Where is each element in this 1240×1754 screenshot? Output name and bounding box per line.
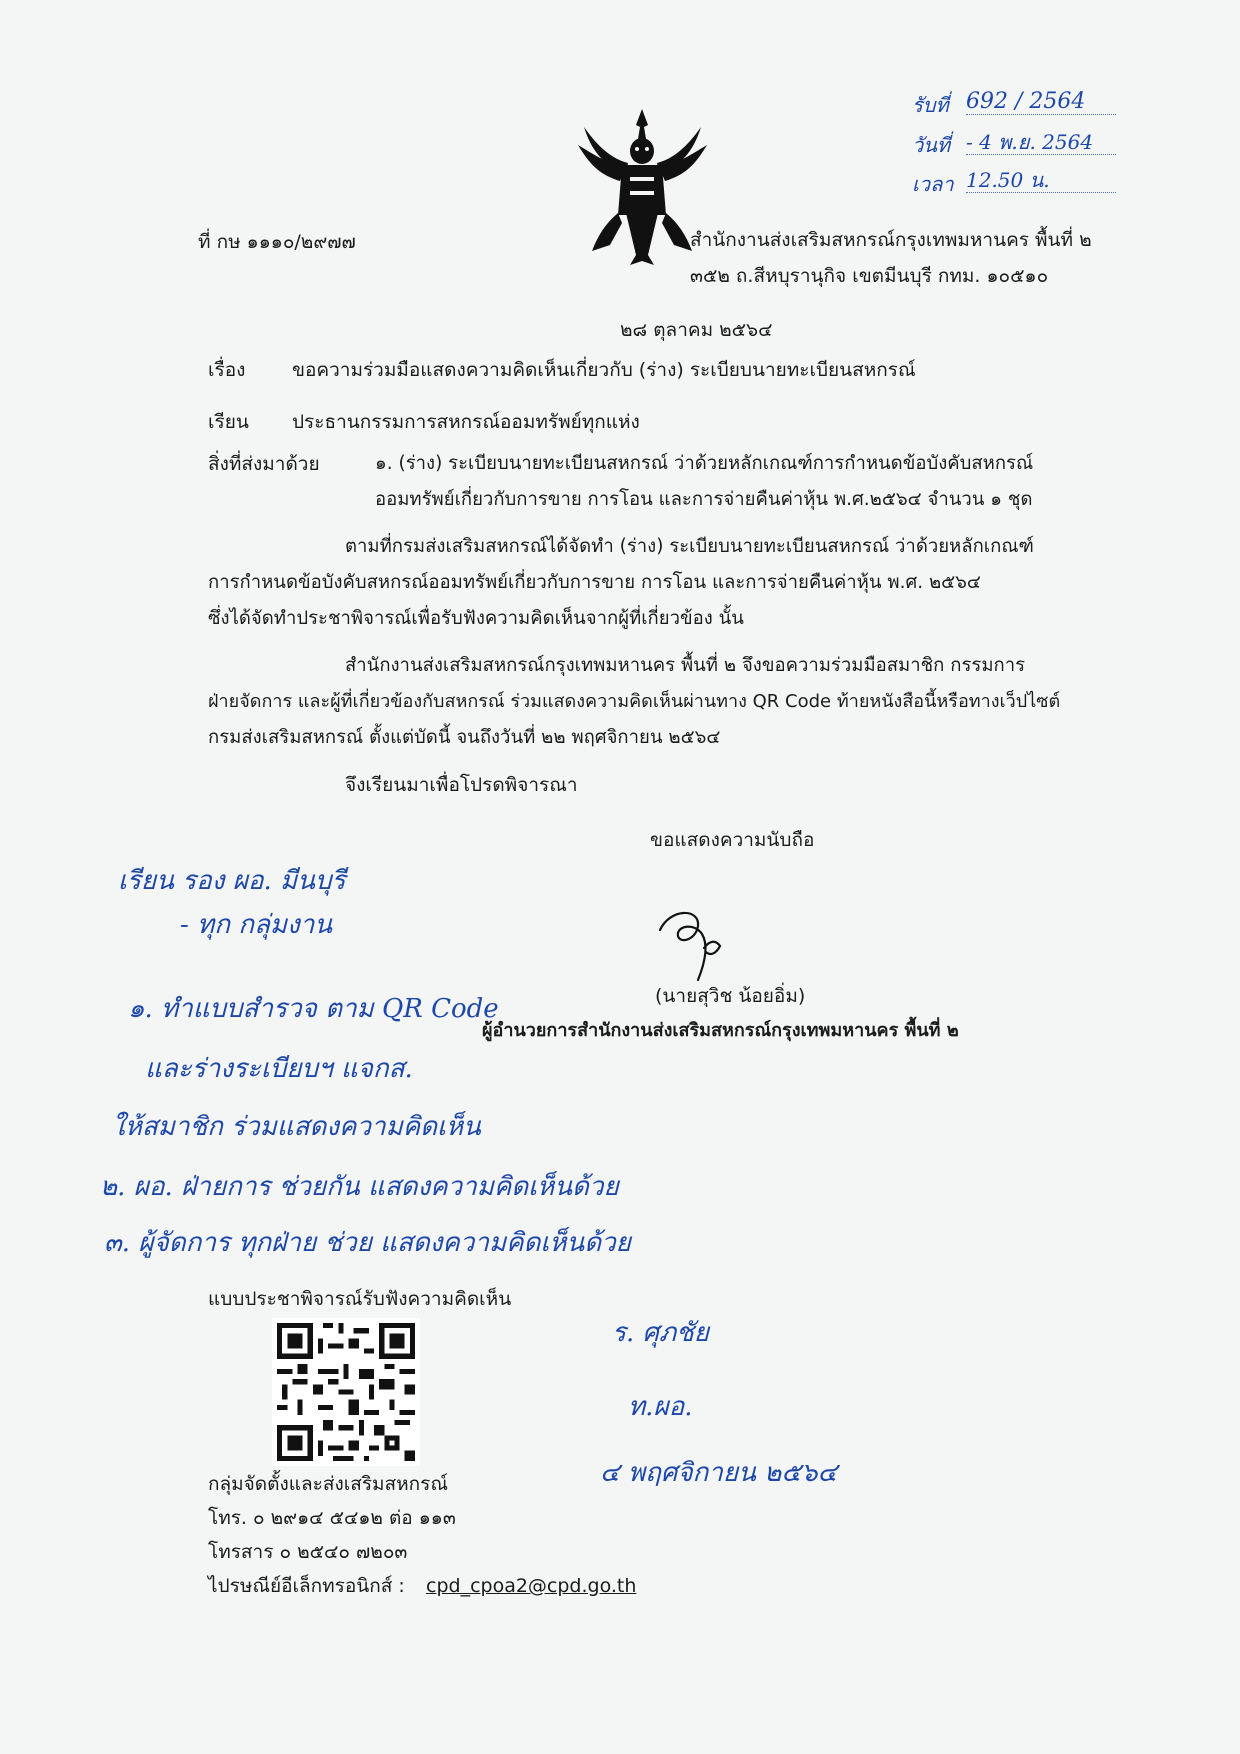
office-name: สำนักงานส่งเสริมสหกรณ์กรุงเทพมหานคร พื้นที่ ๒ [690, 229, 1092, 251]
handwritten-note-6: ๒. ผอ. ฝ่ายการ ช่วยกัน แสดงความคิดเห็นด้วย [100, 1172, 619, 1202]
qr-caption: แบบประชาพิจารณ์รับฟังความคิดเห็น [208, 1288, 512, 1310]
stamp-time-value: 12.50 น. [966, 168, 1116, 193]
regards-text: ขอแสดงความนับถือ [650, 829, 815, 851]
body-p1-line-2: การกำหนดข้อบังคับสหกรณ์ออมทรัพย์เกี่ยวกับการขาย การโอน และการจ่ายคืนค่าหุ้น พ.ศ. ๒๕๖๔ [208, 572, 981, 593]
body-p2-line-1: สำนักงานส่งเสริมสหกรณ์กรุงเทพมหานคร พื้นที่ ๒ จึงขอความร่วมมือสมาชิก กรรมการ [345, 655, 1026, 676]
footer-fax: โทรสาร ๐ ๒๕๔๐ ๗๒๐๓ [208, 1541, 408, 1563]
subject-text: ขอความร่วมมือแสดงความคิดเห็นเกี่ยวกับ (ร่าง) ระเบียบนายทะเบียนสหกรณ์ [292, 359, 916, 381]
stamp-date-label: วันที่ [912, 133, 951, 157]
qr-code-icon[interactable] [272, 1318, 420, 1466]
subject-label: เรื่อง [208, 359, 246, 381]
signatory-name: (นายสุวิช น้อยอิ่ม) [655, 985, 806, 1007]
handwritten-note-7: ๓. ผู้จัดการ ทุกฝ่าย ช่วย แสดงความคิดเห็นด้วย [104, 1228, 631, 1258]
addressee-label: เรียน [208, 411, 249, 433]
letter-date: ๒๘ ตุลาคม ๒๕๖๔ [620, 319, 773, 341]
signature-icon [650, 900, 740, 990]
footer-division: กลุ่มจัดตั้งและส่งเสริมสหกรณ์ [208, 1473, 449, 1495]
stamp-date-value: - 4 พ.ย. 2564 [966, 130, 1116, 155]
enclosure-label: สิ่งที่ส่งมาด้วย [208, 453, 320, 475]
stamp-time-label: เวลา [912, 172, 954, 196]
handwritten-note-4: และร่างระเบียบฯ แจกส. [145, 1054, 413, 1084]
body-p2-line-2: ฝ่ายจัดการ และผู้ที่เกี่ยวข้องกับสหกรณ์ ร่วมแสดงความคิดเห็นผ่านทาง QR Code ท้ายหนังสือนี้หรือทางเว็ปไซต์ [208, 691, 1061, 712]
stamp-receipt-value: 692 / 2564 [966, 90, 1116, 115]
enclosure-line-2: ออมทรัพย์เกี่ยวกับการขาย การโอน และการจ่ายคืนค่าหุ้น พ.ศ.๒๕๖๔ จำนวน ๑ ชุด [375, 489, 1033, 510]
footer-email-link[interactable]: cpd_cpoa2@cpd.go.th [426, 1575, 637, 1597]
stamp-receipt-label: รับที่ [912, 93, 949, 117]
handwritten-note-8: ร. ศุภชัย [612, 1318, 710, 1348]
office-address: ๓๕๒ ถ.สีหบุรานุกิจ เขตมีนบุรี กทม. ๑๐๕๑๐ [690, 265, 1049, 287]
footer-telephone: โทร. ๐ ๒๙๑๔ ๕๔๑๒ ต่อ ๑๑๓ [208, 1507, 456, 1529]
handwritten-note-2: - ทุก กลุ่มงาน [180, 910, 333, 940]
handwritten-note-5: ให้สมาชิก ร่วมแสดงความคิดเห็น [112, 1112, 481, 1142]
body-p1-line-1: ตามที่กรมส่งเสริมสหกรณ์ได้จัดทำ (ร่าง) ระเบียบนายทะเบียนสหกรณ์ ว่าด้วยหลักเกณฑ์ [345, 536, 1034, 557]
handwritten-note-1: เรียน รอง ผอ. มีนบุรี [118, 866, 346, 896]
footer-email-label: ไปรษณีย์อีเล็กทรอนิกส์ : [208, 1575, 405, 1597]
signatory-position: ผู้อำนวยการสำนักงานส่งเสริมสหกรณ์กรุงเทพมหานคร พื้นที่ ๒ [482, 1020, 959, 1041]
addressee-text: ประธานกรรมการสหกรณ์ออมทรัพย์ทุกแห่ง [292, 411, 640, 433]
reference-number: ที่ กษ ๑๑๑๐/๒๙๗๗ [198, 231, 356, 253]
body-p1-line-3: ซึ่งได้จัดทำประชาพิจารณ์เพื่อรับฟังความคิดเห็นจากผู้ที่เกี่ยวข้อง นั้น [208, 608, 744, 629]
closing-line: จึงเรียนมาเพื่อโปรดพิจารณา [345, 774, 578, 796]
handwritten-note-10: ๔ พฤศจิกายน ๒๕๖๔ [600, 1458, 838, 1488]
handwritten-note-9: ท.ผอ. [628, 1392, 693, 1422]
enclosure-line-1: ๑. (ร่าง) ระเบียบนายทะเบียนสหกรณ์ ว่าด้วยหลักเกณฑ์การกำหนดข้อบังคับสหกรณ์ [375, 453, 1034, 474]
body-p2-line-3: กรมส่งเสริมสหกรณ์ ตั้งแต่บัดนี้ จนถึงวันที่ ๒๒ พฤศจิกายน ๒๕๖๔ [208, 727, 721, 748]
handwritten-note-3: ๑. ทำแบบสำรวจ ตาม QR Code [128, 994, 499, 1024]
